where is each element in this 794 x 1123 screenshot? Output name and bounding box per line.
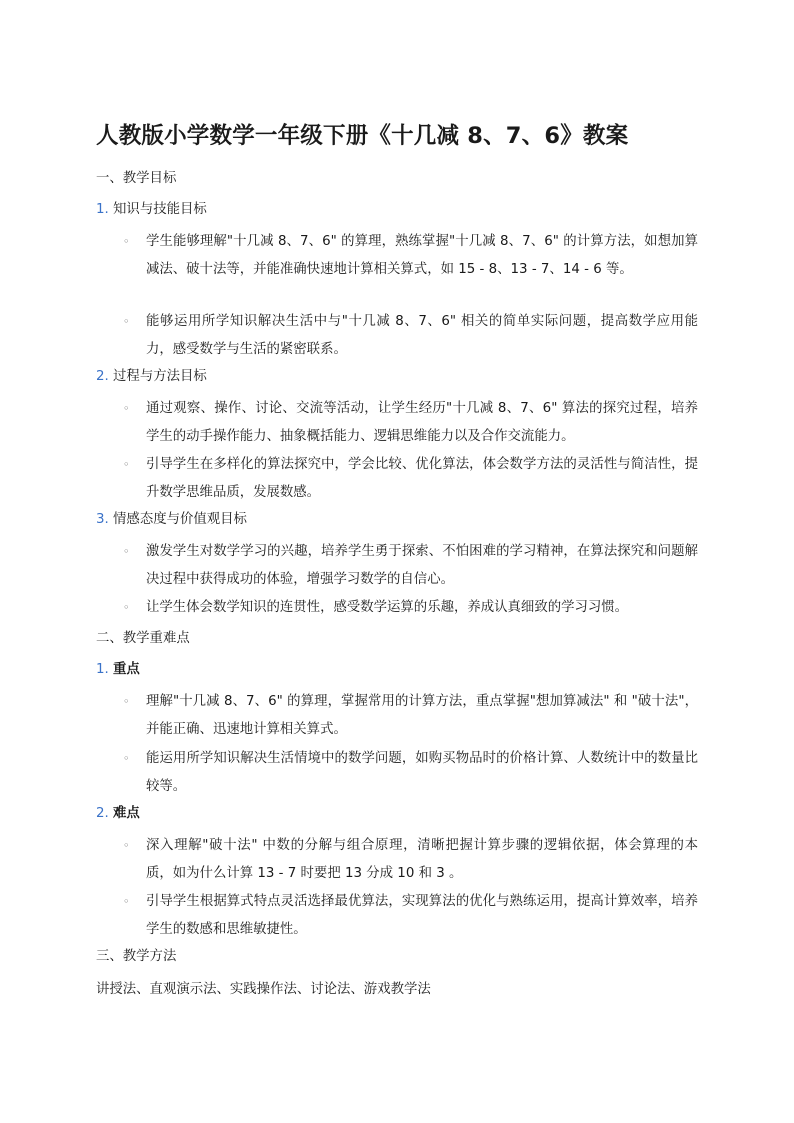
subsection-heading (96, 368, 207, 386)
subsection-heading (96, 805, 140, 823)
list-number: 3. (96, 512, 109, 527)
subsection-heading (96, 661, 140, 679)
bullet-icon: ◦ (123, 458, 130, 471)
list-item: 深入理解"破十法" 中数的分解与组合原理，清晰把握计算步骤的逻辑依据，体会算理的本质，如为什么计算 13 - 7 时要把 13 分成 10 和 3 。 (146, 838, 698, 881)
subsection-heading (96, 511, 247, 529)
bullet-icon: ◦ (123, 402, 130, 415)
bullet-icon: ◦ (123, 601, 130, 614)
list-item: 理解"十几减 8、7、6" 的算理，掌握常用的计算方法，重点掌握"想加算减法" 和 "破十法"，并能正确、迅速地计算相关算式。 (146, 694, 698, 737)
subsection-label: 难点 (113, 806, 140, 821)
list-item: 通过观察、操作、讨论、交流等活动，让学生经历"十几减 8、7、6" 算法的探究过程，培养学生的动手操作能力、抽象概括能力、逻辑思维能力以及合作交流能力。 (146, 401, 698, 444)
subsection-heading (96, 201, 207, 219)
document-title: 人教版小学数学一年级下册《十几减 8、7、6》教案 (96, 123, 629, 149)
list-number: 2. (96, 806, 109, 821)
section-heading: 二、教学重难点 (96, 631, 190, 646)
bullet-icon: ◦ (123, 752, 130, 765)
list-item: 引导学生根据算式特点灵活选择最优算法，实现算法的优化与熟练运用，提高计算效率，培养学生的数感和思维敏捷性。 (146, 894, 698, 937)
list-item: 能运用所学知识解决生活情境中的数学问题，如购买物品时的价格计算、人数统计中的数量比较等。 (146, 751, 698, 794)
list-item: 引导学生在多样化的算法探究中，学会比较、优化算法，体会数学方法的灵活性与简洁性，提升数学思维品质，发展数感。 (146, 457, 698, 500)
section-heading: 三、教学方法 (96, 949, 177, 964)
list-item: 学生能够理解"十几减 8、7、6" 的算理，熟练掌握"十几减 8、7、6" 的计算方法，如想加算减法、破十法等，并能准确快速地计算相关算式，如 15 - 8、13 - 7、14 - 6 等。 (146, 234, 698, 277)
body-text: 讲授法、直观演示法、实践操作法、讨论法、游戏教学法 (96, 982, 431, 997)
section-heading: 一、教学目标 (96, 171, 177, 186)
subsection-label: 重点 (113, 662, 140, 677)
bullet-icon: ◦ (123, 235, 130, 248)
bullet-icon: ◦ (123, 315, 130, 328)
list-number: 1. (96, 662, 109, 677)
subsection-label: 过程与方法目标 (113, 369, 207, 384)
list-item: 能够运用所学知识解决生活中与"十几减 8、7、6" 相关的简单实际问题，提高数学应用能力，感受数学与生活的紧密联系。 (146, 314, 698, 357)
bullet-icon: ◦ (123, 695, 130, 708)
bullet-icon: ◦ (123, 545, 130, 558)
subsection-label: 情感态度与价值观目标 (113, 512, 247, 527)
subsection-label: 知识与技能目标 (113, 202, 207, 217)
list-number: 1. (96, 202, 109, 217)
bullet-icon: ◦ (123, 895, 130, 908)
list-item: 激发学生对数学学习的兴趣，培养学生勇于探索、不怕困难的学习精神，在算法探究和问题解决过程中获得成功的体验，增强学习数学的自信心。 (146, 544, 698, 587)
list-item: 让学生体会数学知识的连贯性，感受数学运算的乐趣，养成认真细致的学习习惯。 (146, 600, 629, 615)
list-number: 2. (96, 369, 109, 384)
bullet-icon: ◦ (123, 839, 130, 852)
